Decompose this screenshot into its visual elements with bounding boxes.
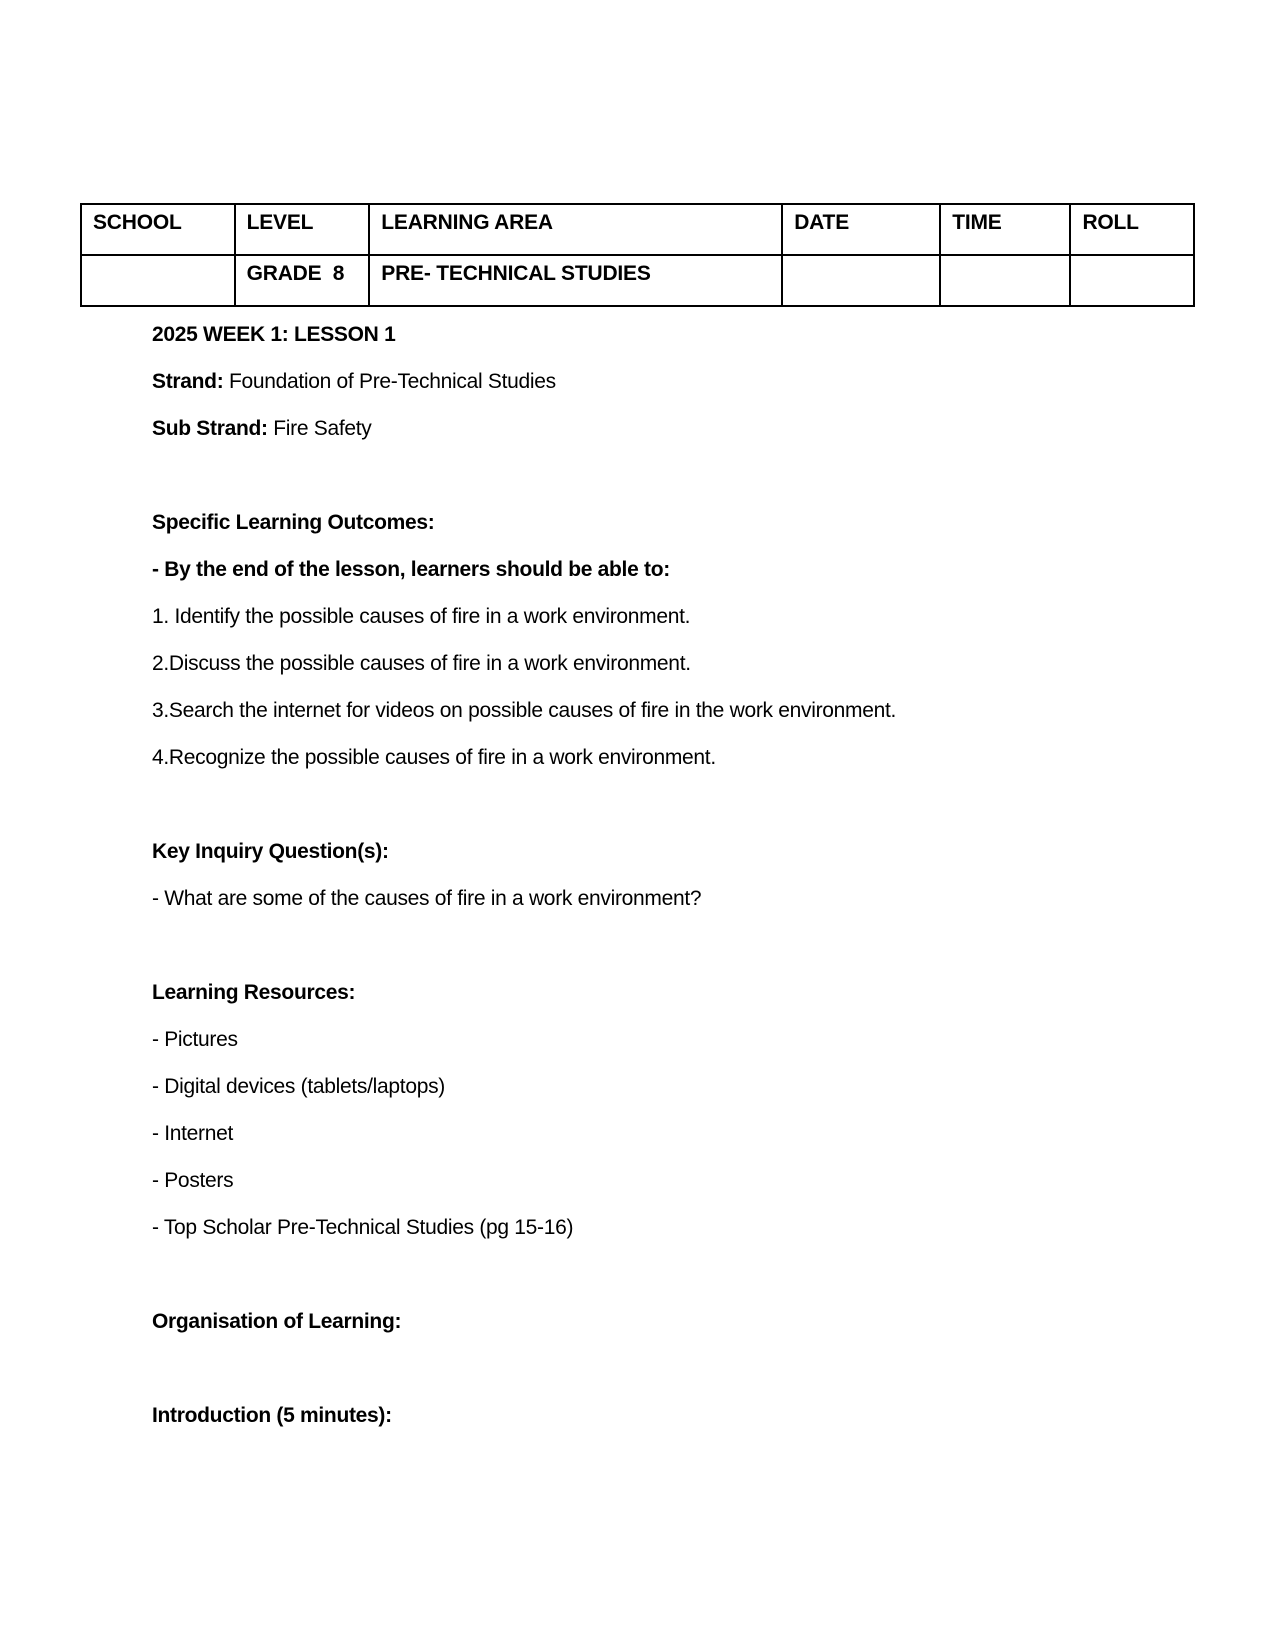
lesson-body	[152, 322, 1192, 1450]
header-cell-learning-area: LEARNING AREA	[369, 204, 782, 255]
strand-line	[152, 369, 1192, 395]
sub-strand-label: Sub Strand:	[152, 417, 268, 440]
blank-line	[152, 1356, 1192, 1403]
resource-item-4: - Posters	[152, 1169, 234, 1192]
value-cell-time	[940, 255, 1070, 306]
sub-strand-line	[152, 416, 1192, 442]
value-cell-level: GRADE 8	[235, 255, 370, 306]
outcomes-heading: Specific Learning Outcomes:	[152, 511, 435, 534]
outcomes-intro: - By the end of the lesson, learners should be able to:	[152, 558, 670, 581]
strand-label: Strand:	[152, 370, 224, 393]
blank-line	[152, 1262, 1192, 1309]
resource-item-3: - Internet	[152, 1122, 234, 1145]
introduction-heading: Introduction (5 minutes):	[152, 1404, 392, 1427]
header-cell-roll: ROLL	[1070, 204, 1194, 255]
table-header-row	[81, 204, 1194, 255]
outcome-item-4: 4.Recognize the possible causes of fire in a work environment.	[152, 746, 716, 769]
blank-line	[152, 463, 1192, 510]
header-cell-date: DATE	[782, 204, 940, 255]
outcome-item-2: 2.Discuss the possible causes of fire in a work environment.	[152, 652, 691, 675]
inquiry-question: - What are some of the causes of fire in a work environment?	[152, 887, 702, 910]
resource-item-1: - Pictures	[152, 1028, 238, 1051]
resource-item-2: - Digital devices (tablets/laptops)	[152, 1075, 445, 1098]
value-cell-roll	[1070, 255, 1194, 306]
header-cell-time: TIME	[940, 204, 1070, 255]
header-cell-school: SCHOOL	[81, 204, 235, 255]
table-value-row	[81, 255, 1194, 306]
header-cell-level: LEVEL	[235, 204, 370, 255]
outcome-item-1: 1. Identify the possible causes of fire in a work environment.	[152, 605, 691, 628]
sub-strand-value: Fire Safety	[267, 417, 372, 440]
outcome-item-3: 3.Search the internet for videos on possible causes of fire in the work environment.	[152, 699, 897, 722]
lesson-title: 2025 WEEK 1: LESSON 1	[152, 323, 396, 346]
strand-value: Foundation of Pre-Technical Studies	[223, 370, 556, 393]
resource-item-5: - Top Scholar Pre-Technical Studies (pg 15-16)	[152, 1216, 574, 1239]
inquiry-heading: Key Inquiry Question(s):	[152, 840, 389, 863]
resources-heading: Learning Resources:	[152, 981, 356, 1004]
value-cell-date	[782, 255, 940, 306]
blank-line	[152, 933, 1192, 980]
blank-line	[152, 792, 1192, 839]
organisation-heading: Organisation of Learning:	[152, 1310, 402, 1333]
lesson-info-table	[80, 203, 1195, 307]
value-cell-school	[81, 255, 235, 306]
value-cell-learning-area: PRE- TECHNICAL STUDIES	[369, 255, 782, 306]
